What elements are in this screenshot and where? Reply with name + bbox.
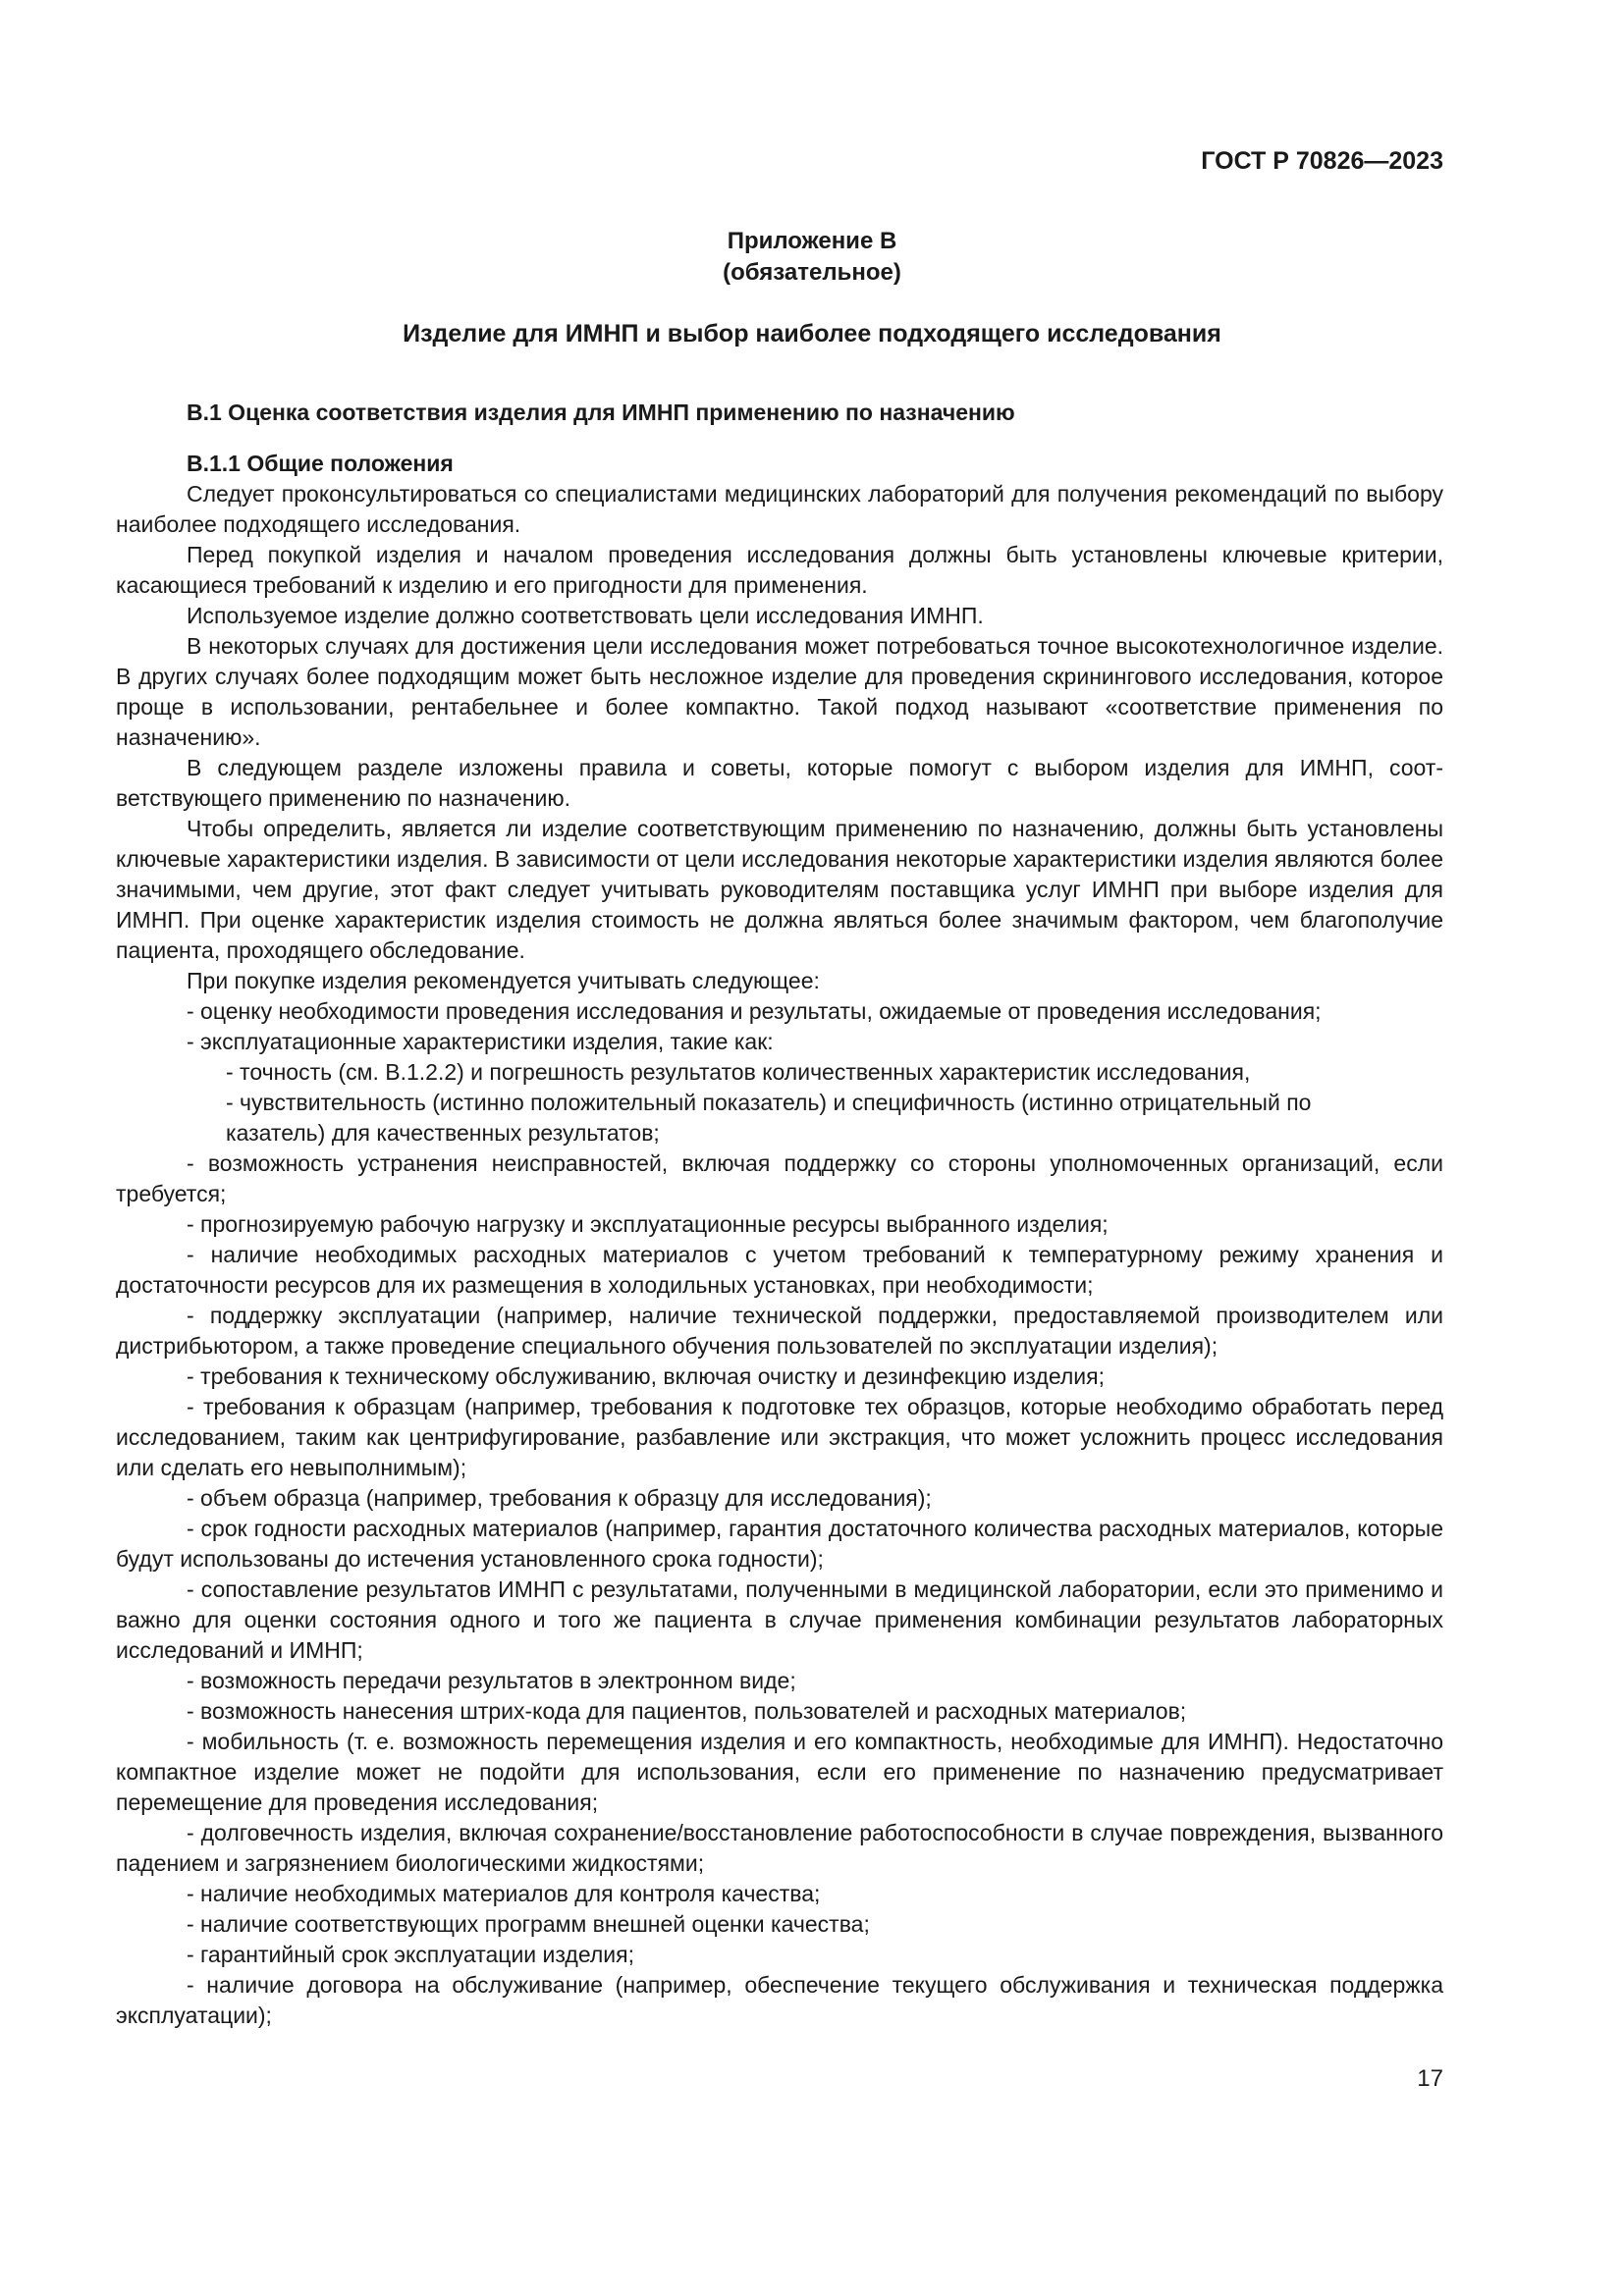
list-item: - гарантийный срок эксплуатации изделия; xyxy=(187,1942,634,1967)
list-item: - оценку необходимости проведения исследования и результаты, ожидаемые от проведения исследования; xyxy=(187,998,1322,1024)
subsection-heading: В.1.1 Общие положения xyxy=(187,451,454,476)
list-item: - возможность нанесения штрих-кода для пациентов, пользователей и расходных материалов; xyxy=(187,1698,1187,1724)
list-item: - срок годности расходных материалов (например, гарантия достаточного количества расходных материалов, которые будут использованы до истечения установленного срока годности); xyxy=(116,1516,1443,1572)
document-code: ГОСТ Р 70826—2023 xyxy=(1201,147,1443,175)
section-heading: В.1 Оценка соответствия изделия для ИМНП применению по назначению xyxy=(187,400,1015,425)
list-item: - наличие договора на обслуживание (например, обеспечение текущего обслуживания и техническая поддержка эксплуатации); xyxy=(116,1972,1443,2028)
list-item: - поддержку эксплуатации (например, наличие технической поддержки, предоставляемой производителем или дистрибьютором, а также проведение специального обучения пользователей по эксплуатации изделия); xyxy=(116,1303,1443,1359)
list-item: - наличие необходимых материалов для контроля качества; xyxy=(187,1881,821,1906)
annex-status: (обязательное) xyxy=(723,259,901,286)
paragraph: Перед покупкой изделия и началом проведения исследования должны быть установлены ключевые критерии, касающиеся требований к изделию и его пригодности для применения. xyxy=(116,542,1443,598)
list-item: - наличие соответствующих программ внешней оценки качества; xyxy=(187,1911,870,1937)
list-item: - долговечность изделия, включая сохранение/восстановление работоспособности в случае повреждения, вызванного падением и загрязнением биологическими жидкостями; xyxy=(116,1820,1443,1876)
list-item: - сопоставление результатов ИМНП с результатами, полученными в медицинской лаборатории, если это применимо и важно для оценки состояния одного и того же пациента в случае применения комбинации результатов лабораторных исследований и ИМНП; xyxy=(116,1576,1443,1663)
paragraph: В некоторых случаях для достижения цели исследования может потребоваться точное высокотехнологичное изделие. В других случаях более подходящим может быть несложное изделие для проведения скринингового исследования, которое проще в использовании, рентабельнее и более компактно. Такой подход называют «соответствие применения по назначению». xyxy=(116,633,1443,750)
paragraph: Чтобы определить, является ли изделие соответствующим применению по назначению, должны быть установлены ключевые характеристики изделия. В зависимости от цели исследования некоторые характеристики изделия являются более значимыми, чем другие, этот факт следует учитывать руководителям поставщика услуг ИМНП при выборе изделия для ИМНП. При оценке характеристик изделия стоимость не должна являться более значимым фактором, чем благополучие пациента, проходящего обследование. xyxy=(116,816,1443,963)
list-item: - возможность передачи результатов в электронном виде; xyxy=(187,1668,796,1693)
document-body xyxy=(116,398,1443,2031)
list-item: - наличие необходимых расходных материалов с учетом требований к температурному режиму хранения и достаточности ресурсов для их размещения в холодильных установках, при необходимости; xyxy=(116,1242,1443,1298)
paragraph: При покупке изделия рекомендуется учитывать следующее: xyxy=(187,968,820,993)
paragraph: В следующем разделе изложены правила и советы, которые помогут с выбором изделия для ИМНП, соответствующего применению по назначению. xyxy=(116,755,1443,811)
list-item: - прогнозируемую рабочую нагрузку и эксплуатационные ресурсы выбранного изделия; xyxy=(187,1211,1109,1237)
sub-list-item-continuation: казатель) для качественных результатов; xyxy=(226,1120,660,1146)
sub-list-item: - точность (см. В.1.2.2) и погрешность результатов количественных характеристик исследования, xyxy=(226,1059,1251,1085)
paragraph: Используемое изделие должно соответствовать цели исследования ИМНП. xyxy=(187,603,984,628)
paragraph: Следует проконсультироваться со специалистами медицинских лабораторий для получения рекомендаций по выбору наиболее подходящего исследования. xyxy=(116,481,1443,537)
list-item: - мобильность (т. е. возможность перемещения изделия и его компактность, необходимые для ИМНП). Недостаточно компактное изделие может не подойти для использования, если его применение по назначению предусматривает перемещение для проведения исследования; xyxy=(116,1729,1443,1815)
annex-title: Изделие для ИМНП и выбор наиболее подходящего исследования xyxy=(403,320,1221,347)
list-item: - объем образца (например, требования к образцу для исследования); xyxy=(187,1485,932,1511)
annex-label: Приложение В xyxy=(727,228,897,254)
list-item: - требования к образцам (например, требования к подготовке тех образцов, которые необходимо обработать перед исследованием, таким как центрифугирование, разбавление или экстракция, что может усложнить процесс исследования или сделать его невыполнимым); xyxy=(116,1394,1443,1480)
list-item: - эксплуатационные характеристики изделия, такие как: xyxy=(187,1029,774,1054)
annex-heading xyxy=(0,226,1624,289)
sub-list-item: - чувствительность (истинно положительный показатель) и специфичность (истинно отрицательный по xyxy=(226,1090,1312,1115)
list-item: - возможность устранения неисправностей, включая поддержку со стороны уполномоченных организаций, если требуется; xyxy=(116,1150,1443,1206)
list-item: - требования к техническому обслуживанию, включая очистку и дезинфекцию изделия; xyxy=(187,1363,1105,1389)
page-number: 17 xyxy=(1417,2065,1443,2092)
